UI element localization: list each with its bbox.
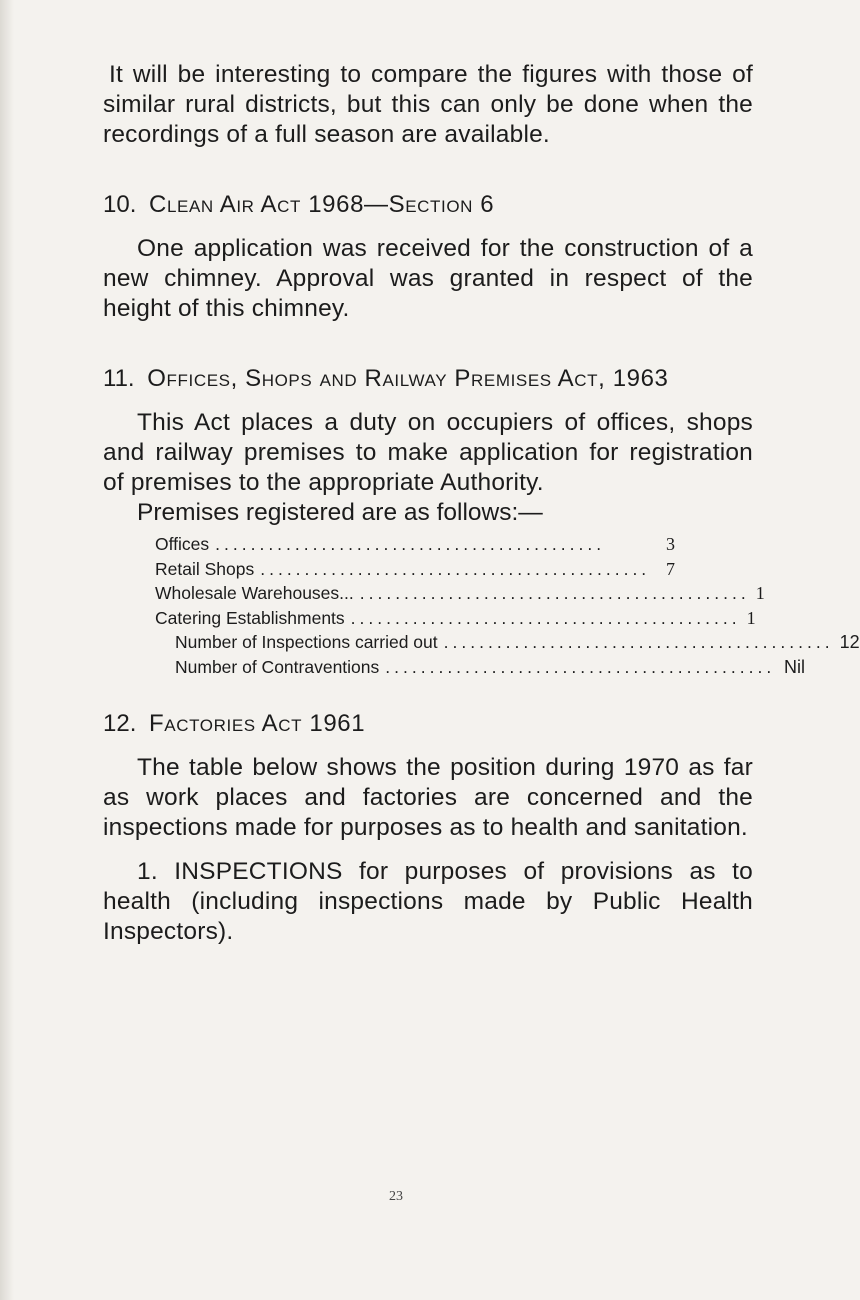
registered-label-retail: Retail Shops — [155, 558, 255, 579]
section-12-body: The table below shows the position during 1970 as far as work places and factories are concerned and the inspections made for purposes as to health and sanitation. — [103, 754, 753, 841]
document-page — [103, 60, 860, 947]
inspections-label: Number of Inspections carried out — [175, 632, 438, 652]
section-10 — [103, 190, 753, 324]
list-item — [155, 557, 675, 582]
list-item — [155, 532, 675, 557]
registered-value-catering: 1 — [746, 607, 756, 628]
section-10-body: One application was received for the construction of a new chimney. Approval was granted in respect of the height of this chimney. — [103, 235, 753, 322]
registered-label-wholesale: Wholesale Warehouses... — [155, 583, 354, 603]
registered-premises-list — [155, 532, 860, 679]
section-12-title: Factories Act 1961 — [149, 710, 366, 737]
leader-dots: ............................................ — [385, 656, 776, 677]
list-item — [175, 630, 860, 655]
contraventions-value: Nil — [784, 656, 805, 677]
intro-paragraph: It will be interesting to compare the figures with those of similar rural districts, but this can only be done when the recordings of a full season are available. — [103, 61, 753, 148]
contraventions-label: Number of Contraventions — [175, 656, 380, 677]
section-11-heading — [103, 364, 753, 394]
section-12 — [103, 709, 753, 947]
page-edge-shadow — [0, 0, 14, 1300]
page-number: 23 — [389, 1189, 403, 1204]
section-12-item-1: 1. INSPECTIONS for purposes of provisions as to health (including inspections made by Public Health Inspectors). — [103, 858, 753, 945]
leader-dots: ............................................ — [359, 583, 750, 603]
section-12-heading — [103, 709, 753, 739]
list-item — [155, 606, 756, 631]
registered-value-wholesale: 1 — [755, 583, 765, 603]
list-item — [155, 581, 765, 606]
section-11-body: This Act places a duty on occupiers of offices, shops and railway premises to make application for registration of premises to the appropriate Authority. — [103, 409, 753, 496]
registered-label-offices: Offices — [155, 534, 210, 554]
list-item — [175, 655, 805, 680]
section-11-title: Offices, Shops and Railway Premises Act, 1963 — [147, 365, 669, 392]
leader-dots: ............................................ — [443, 632, 834, 652]
registered-value-retail: 7 — [666, 558, 675, 579]
section-12-number: 12. — [103, 710, 137, 737]
section-11 — [103, 364, 860, 679]
registered-label-catering: Catering Establishments — [155, 607, 345, 628]
section-10-number: 10. — [103, 191, 137, 218]
section-11-number: 11. — [103, 365, 135, 392]
registered-intro: Premises registered are as follows:— — [137, 499, 543, 526]
registered-value-offices: 3 — [666, 534, 675, 554]
inspections-value: 12 — [839, 632, 860, 652]
section-10-heading — [103, 190, 753, 220]
leader-dots: ............................................ — [260, 558, 651, 579]
leader-dots: ............................................ — [215, 534, 606, 554]
section-10-title: Clean Air Act 1968—Section 6 — [149, 191, 495, 218]
leader-dots: ............................................ — [350, 607, 741, 628]
